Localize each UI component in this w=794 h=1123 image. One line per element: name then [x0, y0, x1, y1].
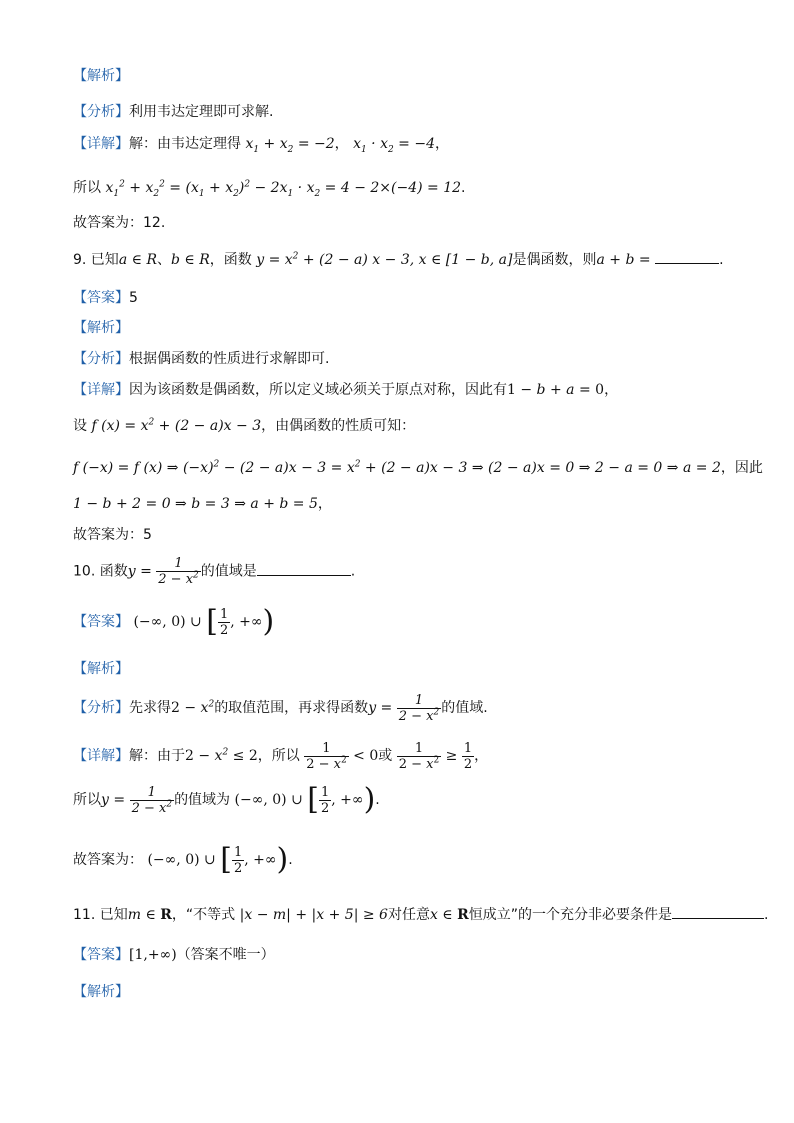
q8-eq-product: $x_1 \cdot x_2 = -4$ — [353, 136, 435, 155]
q11-answer-value: [1,+∞) — [129, 947, 177, 963]
q9-function: $y = x^2 + (2 - a) x - 3$, x ∈ [1 − b, a] — [256, 251, 513, 268]
q10-answer: 【答案】 (−∞, 0) ∪ [ $\frac{1}{2}$ , +∞) — [73, 604, 275, 639]
q8-analysis-heading — [73, 66, 129, 86]
q9-answer-blank[interactable] — [655, 249, 719, 264]
q8-fenxi — [73, 102, 273, 122]
q10-answer-value: (−∞, 0) ∪ [ $\frac{1}{2}$ , +∞) — [133, 604, 275, 639]
q11-inequality: |x − m| + |x + 5| ≥ 6 — [239, 907, 388, 923]
q8-detail-line1: 【详解】解：由韦达定理得 $x_1 + x_2 = -2$， $x_1 \cdot x_2 = -4$， — [73, 136, 449, 155]
q10-fenxi: 【分析】先求得$2 - x^2$的取值范围，再求得函数y = $\frac{1}{2 - x^2}$ 的值域. — [73, 692, 488, 724]
q11-question: 11. 已知m ∈ R，“不等式 |x − m| + |x + 5| ≥ 6对任意x ∈ R恒成立”的一个充分非必要条件是 . — [73, 904, 768, 925]
q9-derivation: f (−x) = f (x) ⇒ $(-x)^2 - (2 - a)x - 3 = x^2 + (2 - a)x - 3$ ⇒ (2 − a)x = 0 ⇒ 2 − a = 0 ⇒ a = 2 — [73, 459, 721, 476]
fenxi-tag: 【分析】 — [73, 104, 129, 120]
q11-analysis-heading: 【解析】 — [73, 984, 129, 1000]
q10-fraction: $\frac{1}{2 - x^2}$ — [158, 556, 199, 587]
q9-result: 1 − b + 2 = 0 ⇒ b = 3 ⇒ a + b = 5 — [73, 496, 318, 512]
q10-detail-line2: 所以y = $\frac{1}{2 - x^2}$ 的值域为 (−∞, 0) ∪ [ $\frac{1}{2}$ , +∞). — [73, 782, 380, 817]
q11-answer-blank[interactable] — [672, 904, 764, 919]
q11-answer-note: （答案不唯一） — [176, 947, 275, 963]
q9-answer: 【答案】5 — [73, 290, 138, 306]
analysis-tag: 【解析】 — [73, 68, 129, 84]
q9-analysis-heading: 【解析】 — [73, 320, 129, 336]
q8-fenxi-text: 利用韦达定理即可求解. — [129, 104, 274, 120]
q10-detail-line1: 【详解】解：由于$2 - x^2 \le 2$，所以 $\frac{1}{2 - x^2}$ < 0或 $\frac{1}{2 - x^2}$ ≥ $\frac{1}{2}$ ， — [73, 740, 489, 772]
q9-question: 9. 已知a ∈ R、b ∈ R，函数 $y = x^2 + (2 - a) x - 3$, x ∈ [1 − b, a]是偶函数，则a + b = . — [73, 249, 724, 270]
q9-answer-value: 5 — [129, 290, 138, 306]
q9-detail-line3: f (−x) = f (x) ⇒ $(-x)^2 - (2 - a)x - 3 = x^2 + (2 - a)x - 3$ ⇒ (2 − a)x = 0 ⇒ 2 − a = 0 ⇒ a = 2，因此 — [73, 459, 763, 476]
q8-conclusion: 故答案为：12. — [73, 215, 166, 231]
q10-question: 10. 函数y = $\frac{1}{2 - x^2}$ 的值域是 . — [73, 556, 356, 587]
q9-fenxi: 【分析】根据偶函数的性质进行求解即可. — [73, 351, 330, 367]
q9-detail-line1: 【详解】因为该函数是偶函数，所以定义域必须关于原点对称，因此有1 − b + a = 0， — [73, 382, 619, 398]
q9-fx-definition: f $(x) = x^2 + (2 - a)x - 3$ — [91, 417, 262, 434]
q8-detail-line2: 所以 $x_1^2 + x_2^2 = (x_1 + x_2)^2 - 2x_1 \cdot x_2 = 4 - 2\times(-4) = 12$. — [73, 179, 466, 199]
q9-detail-line2: 设 f $(x) = x^2 + (2 - a)x - 3$，由偶函数的性质可知： — [73, 417, 416, 434]
q10-analysis-heading: 【解析】 — [73, 661, 129, 677]
detail-tag: 【详解】 — [73, 136, 129, 152]
q9-conclusion: 故答案为：5 — [73, 527, 152, 543]
q8-eq-square-sum: $x_1^2 + x_2^2 = (x_1 + x_2)^2 - 2x_1 \cdot x_2 = 4 - 2\times(-4) = 12$ — [105, 179, 462, 199]
q8-eq-sum: $x_1 + x_2 = -2$ — [245, 136, 335, 155]
q9-detail-line4: 1 − b + 2 = 0 ⇒ b = 3 ⇒ a + b = 5， — [73, 496, 332, 512]
q10-answer-blank[interactable] — [257, 561, 351, 576]
q10-conclusion-range: (−∞, 0) ∪ [ $\frac{1}{2}$ , +∞) — [147, 842, 289, 877]
q11-answer: 【答案】[1,+∞)（答案不唯一） — [73, 947, 275, 963]
q10-conclusion: 故答案为： (−∞, 0) ∪ [ $\frac{1}{2}$ , +∞). — [73, 842, 293, 877]
q10-range: (−∞, 0) ∪ [ $\frac{1}{2}$ , +∞) — [234, 782, 376, 817]
